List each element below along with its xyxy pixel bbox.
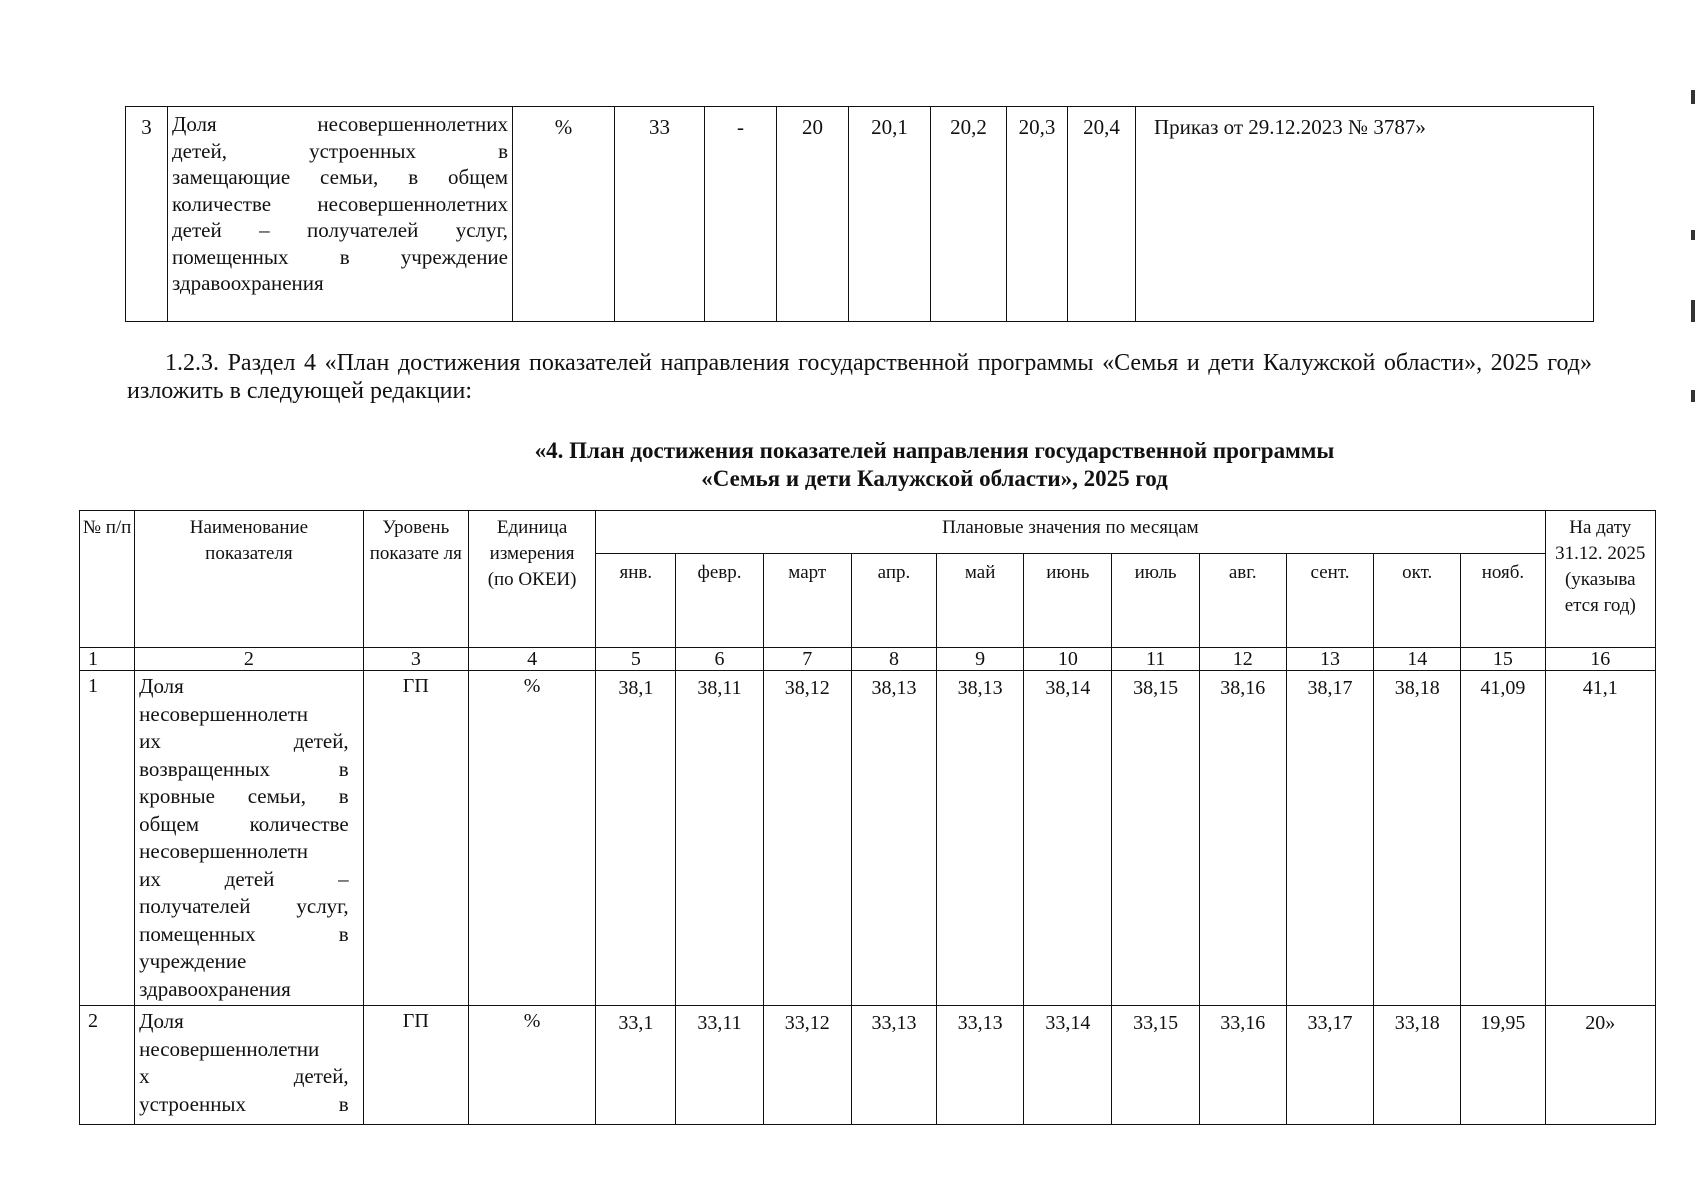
- row-number: 1: [80, 671, 135, 1006]
- header-planned: Плановые значения по месяцам: [596, 511, 1545, 554]
- name-line: Доля несовершеннолетних: [172, 112, 508, 136]
- value-cell: 33,17: [1286, 1006, 1373, 1125]
- name-line: возвращенных в: [139, 756, 349, 781]
- name-line: получателей услуг,: [139, 894, 349, 918]
- value-cell: 38,12: [763, 671, 851, 1006]
- col-number: 5: [596, 648, 676, 671]
- month-feb: февр.: [676, 554, 763, 648]
- value-cell: 38,17: [1286, 671, 1373, 1006]
- month-jul: июль: [1112, 554, 1199, 648]
- col-number: 14: [1374, 648, 1461, 671]
- col-number: 3: [363, 648, 468, 671]
- indicator-name: [135, 1006, 364, 1125]
- name-line: учреждение: [139, 949, 247, 973]
- heading-line-2: «Семья и дети Калужской области», 2025 год: [701, 466, 1168, 491]
- row-number: 3: [126, 107, 168, 322]
- value-cell: 19,95: [1461, 1006, 1545, 1125]
- name-line: Доля: [139, 1009, 184, 1033]
- table-row: [80, 1006, 1656, 1125]
- col-number: 16: [1545, 648, 1655, 671]
- col-number: 11: [1112, 648, 1199, 671]
- header-row: [80, 511, 1656, 554]
- value-cell: 38,13: [851, 671, 936, 1006]
- name-line: детей, устроенных в: [172, 138, 508, 163]
- month-nov: нояб.: [1461, 554, 1545, 648]
- value-cell: 41,1: [1545, 671, 1655, 1006]
- name-line: несовершеннолетни: [139, 1036, 320, 1061]
- col-number: 7: [763, 648, 851, 671]
- value-cell: 20,3: [1007, 107, 1068, 322]
- value-cell: 33,1: [596, 1006, 676, 1125]
- heading-line-1: «4. План достижения показателей направления государственной программы: [534, 438, 1335, 463]
- value-cell: 20»: [1545, 1006, 1655, 1125]
- value-cell: 20,1: [849, 107, 931, 322]
- name-line: помещенных в учреждение: [172, 244, 508, 269]
- col-number: 15: [1461, 648, 1545, 671]
- name-line: количестве несовершеннолетних: [172, 191, 508, 216]
- month-oct: окт.: [1374, 554, 1461, 648]
- month-aug: авг.: [1199, 554, 1286, 648]
- value-cell: 38,15: [1112, 671, 1199, 1006]
- header-level: Уровень показате ля: [363, 511, 468, 648]
- name-line: здравоохранения: [172, 271, 324, 295]
- col-number: 1: [80, 648, 135, 671]
- value-cell: 33,12: [763, 1006, 851, 1125]
- level-cell: ГП: [363, 671, 468, 1006]
- indicator-name: [168, 107, 513, 322]
- col-number: 13: [1286, 648, 1373, 671]
- scan-mark: [1691, 90, 1695, 104]
- amendment-paragraph: 1.2.3. Раздел 4 «План достижения показателей направления государственной программы «Семья и дети Калужской области», 2025 год» изложить в следующей редакции:: [127, 350, 1592, 404]
- level-cell: ГП: [363, 1006, 468, 1125]
- basis-cell: Приказ от 29.12.2023 № 3787»: [1136, 107, 1594, 322]
- value-cell: 33,18: [1374, 1006, 1461, 1125]
- name-line: несовершеннолетн: [139, 701, 309, 726]
- value-cell: 38,16: [1199, 671, 1286, 1006]
- value-cell: 38,1: [596, 671, 676, 1006]
- name-line: кровные семьи, в: [139, 784, 349, 808]
- month-mar: март: [763, 554, 851, 648]
- name-line: замещающие семьи, в общем: [172, 165, 508, 189]
- plan-table: [79, 510, 1656, 1125]
- row-number: 2: [80, 1006, 135, 1125]
- header-unit: Единица измерения (по ОКЕИ): [468, 511, 595, 648]
- name-line: устроенных в: [139, 1091, 349, 1116]
- name-line: здравоохранения: [139, 976, 291, 1001]
- value-cell: 38,14: [1024, 671, 1112, 1006]
- scan-mark: [1691, 390, 1695, 402]
- value-cell: 33,15: [1112, 1006, 1199, 1125]
- value-cell: 20,2: [931, 107, 1007, 322]
- value-cell: 38,11: [676, 671, 763, 1006]
- month-apr: апр.: [851, 554, 936, 648]
- col-number: 6: [676, 648, 763, 671]
- col-number: 10: [1024, 648, 1112, 671]
- value-cell: 20: [777, 107, 849, 322]
- header-num: № п/п: [80, 511, 135, 648]
- header-date: На дату 31.12. 2025 (указыва ется год): [1545, 511, 1655, 648]
- value-cell: 20,4: [1068, 107, 1136, 322]
- column-number-row: [80, 648, 1656, 671]
- month-jun: июнь: [1024, 554, 1112, 648]
- unit-cell: %: [468, 671, 595, 1006]
- name-line: Доля: [139, 674, 184, 698]
- value-cell: 33,13: [937, 1006, 1024, 1125]
- name-line: их детей –: [139, 866, 349, 891]
- col-number: 9: [937, 648, 1024, 671]
- month-jan: янв.: [596, 554, 676, 648]
- name-line: общем количестве: [139, 811, 349, 836]
- unit-cell: %: [513, 107, 615, 322]
- name-line: помещенных в: [139, 921, 349, 946]
- dash-cell: -: [705, 107, 777, 322]
- base-value: 33: [615, 107, 705, 322]
- name-line: детей – получателей услуг,: [172, 218, 508, 242]
- value-cell: 38,13: [937, 671, 1024, 1006]
- indicator-name: [135, 671, 364, 1006]
- table-row: [80, 671, 1656, 1006]
- name-line: их детей,: [139, 729, 349, 753]
- scan-mark: [1691, 300, 1695, 322]
- value-cell: 33,14: [1024, 1006, 1112, 1125]
- value-cell: 33,13: [851, 1006, 936, 1125]
- value-cell: 33,16: [1199, 1006, 1286, 1125]
- value-cell: 38,18: [1374, 671, 1461, 1006]
- table-row: [126, 107, 1594, 322]
- month-may: май: [937, 554, 1024, 648]
- unit-cell: %: [468, 1006, 595, 1125]
- month-sep: сент.: [1286, 554, 1373, 648]
- col-number: 4: [468, 648, 595, 671]
- col-number: 2: [135, 648, 364, 671]
- header-name: Наименование показателя: [135, 511, 364, 648]
- value-cell: 33,11: [676, 1006, 763, 1125]
- scan-mark: [1691, 230, 1695, 240]
- name-line: х детей,: [139, 1064, 349, 1088]
- top-table: [125, 106, 1594, 322]
- col-number: 12: [1199, 648, 1286, 671]
- col-number: 8: [851, 648, 936, 671]
- section-heading: [0, 437, 1699, 493]
- value-cell: 41,09: [1461, 671, 1545, 1006]
- name-line: несовершеннолетн: [139, 839, 309, 863]
